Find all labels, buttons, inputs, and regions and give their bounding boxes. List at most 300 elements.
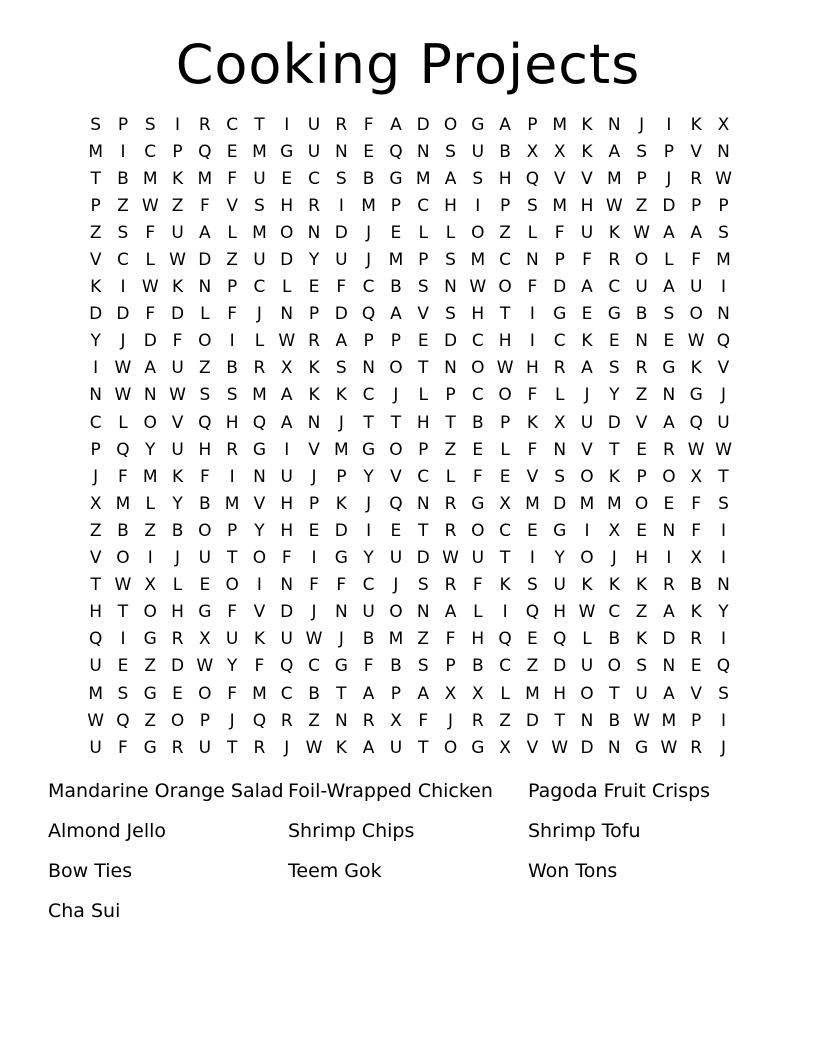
grid-letter[interactable]: M xyxy=(388,250,404,271)
grid-letter[interactable]: C xyxy=(417,195,430,216)
grid-letter[interactable]: E xyxy=(172,683,183,704)
grid-letter[interactable]: D xyxy=(553,656,567,677)
grid-letter[interactable]: L xyxy=(145,493,155,514)
grid-letter[interactable]: R xyxy=(662,439,675,460)
grid-letter[interactable]: W xyxy=(496,358,514,379)
grid-letter[interactable]: P xyxy=(718,195,729,216)
grid-letter[interactable]: E xyxy=(527,629,538,650)
grid-letter[interactable]: I xyxy=(529,304,535,325)
grid-letter[interactable]: D xyxy=(334,222,348,243)
grid-letter[interactable]: P xyxy=(691,710,702,731)
grid-letter[interactable]: U xyxy=(389,737,403,758)
grid-letter[interactable]: S xyxy=(636,141,647,162)
grid-letter[interactable]: B xyxy=(471,412,484,433)
grid-letter[interactable]: F xyxy=(554,222,565,243)
grid-letter[interactable]: M xyxy=(115,493,131,514)
grid-letter[interactable]: V xyxy=(581,168,593,189)
grid-letter[interactable]: G xyxy=(553,304,567,325)
grid-letter[interactable]: S xyxy=(417,656,429,677)
grid-letter[interactable]: I xyxy=(720,277,726,298)
grid-letter[interactable]: L xyxy=(227,222,237,243)
grid-letter[interactable]: E xyxy=(663,493,675,514)
grid-letter[interactable]: E xyxy=(636,520,647,541)
grid-letter[interactable]: I xyxy=(311,548,317,569)
grid-letter[interactable]: F xyxy=(445,629,456,650)
grid-letter[interactable]: I xyxy=(175,114,181,135)
grid-letter[interactable]: P xyxy=(199,710,210,731)
grid-letter[interactable]: N xyxy=(607,737,621,758)
grid-letter[interactable]: J xyxy=(720,737,726,758)
grid-letter[interactable]: I xyxy=(284,439,290,460)
grid-letter[interactable]: X xyxy=(717,114,730,135)
grid-letter[interactable]: T xyxy=(554,710,565,731)
grid-letter[interactable]: M xyxy=(579,493,595,514)
grid-letter[interactable]: R xyxy=(308,195,320,216)
grid-letter[interactable]: S xyxy=(663,304,675,325)
grid-letter[interactable]: U xyxy=(171,222,184,243)
grid-letter[interactable]: G xyxy=(334,656,348,677)
grid-letter[interactable]: P xyxy=(117,114,129,135)
grid-letter[interactable]: N xyxy=(662,520,676,541)
grid-letter[interactable]: E xyxy=(308,277,320,298)
grid-letter[interactable]: R xyxy=(362,710,375,731)
grid-letter[interactable]: B xyxy=(362,629,375,650)
grid-letter[interactable]: L xyxy=(281,277,292,298)
grid-letter[interactable]: K xyxy=(335,385,347,406)
grid-letter[interactable]: Z xyxy=(199,358,211,379)
grid-letter[interactable]: Z xyxy=(144,656,157,677)
grid-letter[interactable]: O xyxy=(580,548,594,569)
grid-letter[interactable]: U xyxy=(689,277,703,298)
grid-letter[interactable]: G xyxy=(389,168,403,189)
grid-letter[interactable]: R xyxy=(171,737,184,758)
grid-letter[interactable]: R xyxy=(608,250,621,271)
grid-letter[interactable]: K xyxy=(690,358,702,379)
grid-letter[interactable]: G xyxy=(662,358,676,379)
grid-letter[interactable]: U xyxy=(253,168,266,189)
grid-letter[interactable]: D xyxy=(443,331,458,352)
grid-letter[interactable]: Q xyxy=(716,331,731,352)
grid-letter[interactable]: F xyxy=(582,250,592,271)
grid-letter[interactable]: I xyxy=(284,114,290,135)
grid-letter[interactable]: S xyxy=(472,168,484,189)
grid-letter[interactable]: O xyxy=(389,358,403,379)
grid-letter[interactable]: D xyxy=(416,114,430,135)
grid-letter[interactable]: U xyxy=(580,656,594,677)
grid-letter[interactable]: Z xyxy=(89,222,102,243)
grid-letter[interactable]: U xyxy=(580,222,594,243)
grid-letter[interactable]: N xyxy=(198,277,212,298)
grid-letter[interactable]: R xyxy=(690,737,703,758)
grid-letter[interactable]: H xyxy=(498,331,512,352)
grid-letter[interactable]: C xyxy=(608,277,621,298)
grid-letter[interactable]: O xyxy=(662,466,676,487)
grid-letter[interactable]: O xyxy=(471,222,485,243)
grid-letter[interactable]: G xyxy=(252,439,267,460)
grid-letter[interactable]: K xyxy=(636,575,648,596)
grid-letter[interactable]: Z xyxy=(117,195,129,216)
grid-letter[interactable]: M xyxy=(361,195,376,216)
grid-letter[interactable]: J xyxy=(366,493,372,514)
grid-letter[interactable]: B xyxy=(690,575,703,596)
grid-letter[interactable]: T xyxy=(363,412,374,433)
grid-letter[interactable]: W xyxy=(551,737,569,758)
grid-letter[interactable]: V xyxy=(635,412,648,433)
grid-letter[interactable]: P xyxy=(445,385,456,406)
grid-letter[interactable]: J xyxy=(93,466,99,487)
grid-letter[interactable]: I xyxy=(584,520,590,541)
grid-letter[interactable]: N xyxy=(143,385,157,406)
grid-letter[interactable]: X xyxy=(690,548,702,569)
grid-letter[interactable]: F xyxy=(363,656,374,677)
grid-letter[interactable]: A xyxy=(663,277,675,298)
grid-letter[interactable]: V xyxy=(717,358,730,379)
grid-letter[interactable]: W xyxy=(687,439,705,460)
grid-letter[interactable]: Y xyxy=(363,466,374,487)
grid-letter[interactable]: C xyxy=(362,385,375,406)
grid-letter[interactable]: N xyxy=(362,358,375,379)
grid-letter[interactable]: V xyxy=(581,439,593,460)
grid-letter[interactable]: F xyxy=(527,439,538,460)
grid-letter[interactable]: E xyxy=(636,439,647,460)
grid-letter[interactable]: G xyxy=(634,737,649,758)
grid-letter[interactable]: T xyxy=(226,548,238,569)
grid-letter[interactable]: G xyxy=(280,141,294,162)
grid-letter[interactable]: H xyxy=(225,412,239,433)
grid-letter[interactable]: C xyxy=(89,412,102,433)
grid-letter[interactable]: W xyxy=(442,548,459,569)
grid-letter[interactable]: U xyxy=(89,656,102,677)
grid-letter[interactable]: D xyxy=(198,250,212,271)
grid-letter[interactable]: Q xyxy=(252,412,267,433)
grid-letter[interactable]: P xyxy=(418,439,429,460)
grid-letter[interactable]: V xyxy=(89,548,102,569)
grid-letter[interactable]: G xyxy=(471,737,485,758)
grid-letter[interactable]: P xyxy=(390,195,402,216)
grid-letter[interactable]: Z xyxy=(144,710,157,731)
grid-letter[interactable]: W xyxy=(305,629,323,650)
grid-letter[interactable]: W xyxy=(278,331,296,352)
grid-letter[interactable]: O xyxy=(280,222,294,243)
grid-letter[interactable]: E xyxy=(363,141,374,162)
grid-letter[interactable]: E xyxy=(663,331,675,352)
grid-letter[interactable]: J xyxy=(720,385,726,406)
grid-letter[interactable]: S xyxy=(417,277,429,298)
grid-letter[interactable]: D xyxy=(662,195,676,216)
grid-letter[interactable]: H xyxy=(280,195,294,216)
grid-letter[interactable]: A xyxy=(663,222,675,243)
grid-letter[interactable]: N xyxy=(334,602,348,623)
grid-letter[interactable]: W xyxy=(141,277,159,298)
grid-letter[interactable]: L xyxy=(527,222,538,243)
grid-letter[interactable]: N xyxy=(662,656,676,677)
grid-letter[interactable]: T xyxy=(418,737,429,758)
grid-letter[interactable]: E xyxy=(608,331,620,352)
grid-letter[interactable]: J xyxy=(311,602,317,623)
grid-letter[interactable]: U xyxy=(362,602,375,623)
grid-letter[interactable]: U xyxy=(171,439,184,460)
grid-letter[interactable]: O xyxy=(580,683,594,704)
grid-letter[interactable]: N xyxy=(307,222,321,243)
grid-letter[interactable]: F xyxy=(691,250,702,271)
grid-letter[interactable]: E xyxy=(281,168,293,189)
grid-letter[interactable]: Q xyxy=(498,629,512,650)
grid-letter[interactable]: Y xyxy=(172,493,183,514)
grid-letter[interactable]: U xyxy=(635,683,648,704)
grid-letter[interactable]: L xyxy=(500,439,510,460)
grid-letter[interactable]: T xyxy=(226,737,238,758)
grid-letter[interactable]: N xyxy=(89,385,102,406)
grid-letter[interactable]: P xyxy=(227,277,238,298)
grid-letter[interactable]: Q xyxy=(716,656,731,677)
grid-letter[interactable]: F xyxy=(309,575,319,596)
grid-letter[interactable]: D xyxy=(525,710,539,731)
grid-letter[interactable]: I xyxy=(502,602,508,623)
grid-letter[interactable]: O xyxy=(389,439,403,460)
grid-letter[interactable]: H xyxy=(471,629,485,650)
grid-letter[interactable]: Z xyxy=(526,656,539,677)
grid-letter[interactable]: M xyxy=(142,168,158,189)
grid-letter[interactable]: U xyxy=(280,466,293,487)
grid-letter[interactable]: X xyxy=(690,466,702,487)
grid-letter[interactable]: I xyxy=(720,629,726,650)
grid-letter[interactable]: T xyxy=(254,114,265,135)
grid-letter[interactable]: Q xyxy=(389,493,403,514)
grid-letter[interactable]: W xyxy=(660,737,678,758)
grid-letter[interactable]: O xyxy=(116,548,130,569)
grid-letter[interactable]: M xyxy=(606,493,622,514)
grid-letter[interactable]: F xyxy=(172,331,183,352)
grid-letter[interactable]: N xyxy=(717,575,730,596)
grid-letter[interactable]: D xyxy=(416,548,430,569)
grid-letter[interactable]: J xyxy=(120,331,126,352)
grid-letter[interactable]: K xyxy=(308,385,320,406)
grid-letter[interactable]: C xyxy=(253,277,266,298)
grid-letter[interactable]: F xyxy=(199,466,210,487)
grid-letter[interactable]: Z xyxy=(635,602,648,623)
grid-letter[interactable]: R xyxy=(308,331,320,352)
grid-letter[interactable]: J xyxy=(229,710,235,731)
grid-letter[interactable]: V xyxy=(690,683,702,704)
grid-letter[interactable]: N xyxy=(307,412,321,433)
grid-letter[interactable]: O xyxy=(634,250,649,271)
grid-letter[interactable]: L xyxy=(418,385,428,406)
grid-letter[interactable]: K xyxy=(90,277,102,298)
grid-letter[interactable]: Y xyxy=(226,656,238,677)
grid-letter[interactable]: W xyxy=(469,277,487,298)
grid-letter[interactable]: G xyxy=(553,520,567,541)
grid-letter[interactable]: K xyxy=(171,277,184,298)
grid-letter[interactable]: J xyxy=(366,222,372,243)
grid-letter[interactable]: G xyxy=(334,548,348,569)
grid-letter[interactable]: L xyxy=(118,412,128,433)
grid-letter[interactable]: R xyxy=(635,358,648,379)
grid-letter[interactable]: L xyxy=(254,331,265,352)
grid-letter[interactable]: F xyxy=(199,195,210,216)
grid-letter[interactable]: L xyxy=(445,466,456,487)
grid-letter[interactable]: E xyxy=(226,141,238,162)
grid-letter[interactable]: K xyxy=(581,114,593,135)
grid-letter[interactable]: Z xyxy=(226,250,238,271)
grid-letter[interactable]: E xyxy=(499,466,511,487)
grid-letter[interactable]: R xyxy=(690,629,703,650)
grid-letter[interactable]: V xyxy=(171,412,184,433)
grid-letter[interactable]: F xyxy=(472,466,483,487)
grid-letter[interactable]: S xyxy=(335,168,347,189)
grid-letter[interactable]: Z xyxy=(499,222,511,243)
grid-letter[interactable]: J xyxy=(311,466,317,487)
grid-letter[interactable]: W xyxy=(141,195,159,216)
grid-letter[interactable]: O xyxy=(143,412,157,433)
grid-letter[interactable]: F xyxy=(227,304,238,325)
grid-letter[interactable]: N xyxy=(334,710,348,731)
grid-letter[interactable]: T xyxy=(418,520,429,541)
grid-letter[interactable]: I xyxy=(720,548,726,569)
grid-letter[interactable]: D xyxy=(580,737,594,758)
grid-letter[interactable]: S xyxy=(718,683,729,704)
grid-letter[interactable]: X xyxy=(526,141,539,162)
grid-letter[interactable]: U xyxy=(198,737,212,758)
grid-letter[interactable]: I xyxy=(338,195,344,216)
grid-letter[interactable]: K xyxy=(308,358,320,379)
grid-letter[interactable]: T xyxy=(609,439,620,460)
grid-letter[interactable]: D xyxy=(280,250,294,271)
grid-letter[interactable]: X xyxy=(280,358,293,379)
grid-letter[interactable]: F xyxy=(363,114,374,135)
grid-letter[interactable]: B xyxy=(471,656,484,677)
grid-letter[interactable]: S xyxy=(445,141,456,162)
grid-letter[interactable]: N xyxy=(717,304,730,325)
grid-letter[interactable]: O xyxy=(607,656,621,677)
grid-letter[interactable]: A xyxy=(444,602,457,623)
grid-letter[interactable]: O xyxy=(471,358,485,379)
grid-letter[interactable]: L xyxy=(145,250,155,271)
grid-letter[interactable]: B xyxy=(362,168,375,189)
grid-letter[interactable]: S xyxy=(718,493,729,514)
grid-letter[interactable]: Q xyxy=(116,710,130,731)
grid-letter[interactable]: U xyxy=(553,575,566,596)
grid-letter[interactable]: Y xyxy=(254,520,265,541)
grid-letter[interactable]: R xyxy=(662,575,675,596)
grid-letter[interactable]: O xyxy=(634,493,649,514)
grid-letter[interactable]: S xyxy=(527,195,538,216)
grid-letter[interactable]: B xyxy=(499,141,511,162)
grid-letter[interactable]: B xyxy=(199,493,211,514)
grid-letter[interactable]: R xyxy=(253,737,266,758)
grid-letter[interactable]: J xyxy=(284,737,290,758)
grid-letter[interactable]: D xyxy=(116,304,130,325)
grid-letter[interactable]: T xyxy=(609,683,620,704)
grid-letter[interactable]: H xyxy=(416,412,430,433)
grid-letter[interactable]: I xyxy=(93,358,99,379)
grid-letter[interactable]: O xyxy=(443,114,458,135)
grid-letter[interactable]: A xyxy=(608,141,621,162)
grid-letter[interactable]: A xyxy=(390,304,402,325)
grid-letter[interactable]: D xyxy=(553,277,567,298)
grid-letter[interactable]: M xyxy=(197,168,213,189)
grid-letter[interactable]: Q xyxy=(252,710,267,731)
grid-letter[interactable]: W xyxy=(114,358,132,379)
grid-letter[interactable]: N xyxy=(416,141,430,162)
grid-letter[interactable]: P xyxy=(636,466,647,487)
grid-letter[interactable]: O xyxy=(198,520,212,541)
grid-letter[interactable]: F xyxy=(418,710,429,731)
grid-letter[interactable]: C xyxy=(553,331,566,352)
grid-letter[interactable]: U xyxy=(171,358,184,379)
grid-letter[interactable]: B xyxy=(390,277,402,298)
grid-letter[interactable]: G xyxy=(143,629,157,650)
grid-letter[interactable]: U xyxy=(225,629,239,650)
grid-letter[interactable]: R xyxy=(253,358,266,379)
grid-letter[interactable]: B xyxy=(635,304,648,325)
grid-letter[interactable]: H xyxy=(526,358,539,379)
grid-letter[interactable]: Z xyxy=(635,385,648,406)
grid-letter[interactable]: I xyxy=(229,331,235,352)
grid-letter[interactable]: I xyxy=(666,548,672,569)
grid-letter[interactable]: O xyxy=(389,602,403,623)
grid-letter[interactable]: E xyxy=(308,520,320,541)
grid-letter[interactable]: H xyxy=(580,195,594,216)
grid-letter[interactable]: U xyxy=(280,629,293,650)
grid-letter[interactable]: N xyxy=(662,385,676,406)
grid-letter[interactable]: M xyxy=(88,683,103,704)
grid-letter[interactable]: U xyxy=(307,114,321,135)
grid-letter[interactable]: F xyxy=(118,466,128,487)
grid-letter[interactable]: T xyxy=(418,358,429,379)
grid-letter[interactable]: A xyxy=(663,683,675,704)
grid-letter[interactable]: Q xyxy=(198,412,212,433)
grid-letter[interactable]: F xyxy=(281,548,292,569)
grid-letter[interactable]: T xyxy=(117,602,129,623)
grid-letter[interactable]: B xyxy=(308,683,320,704)
grid-letter[interactable]: L xyxy=(473,602,483,623)
grid-letter[interactable]: D xyxy=(553,493,567,514)
grid-letter[interactable]: Q xyxy=(525,168,540,189)
grid-letter[interactable]: F xyxy=(691,493,702,514)
grid-letter[interactable]: Y xyxy=(554,548,565,569)
grid-letter[interactable]: P xyxy=(308,304,320,325)
grid-letter[interactable]: A xyxy=(581,277,593,298)
grid-letter[interactable]: J xyxy=(175,548,181,569)
grid-letter[interactable]: C xyxy=(362,277,375,298)
grid-letter[interactable]: N xyxy=(416,493,430,514)
grid-letter[interactable]: C xyxy=(471,385,484,406)
grid-letter[interactable]: O xyxy=(471,520,485,541)
grid-letter[interactable]: L xyxy=(172,575,183,596)
grid-letter[interactable]: X xyxy=(553,141,566,162)
grid-letter[interactable]: W xyxy=(715,439,732,460)
grid-letter[interactable]: M xyxy=(716,250,731,271)
grid-letter[interactable]: E xyxy=(390,222,402,243)
grid-letter[interactable]: V xyxy=(690,141,702,162)
grid-letter[interactable]: I xyxy=(229,466,235,487)
grid-letter[interactable]: X xyxy=(390,710,402,731)
grid-letter[interactable]: S xyxy=(445,250,456,271)
grid-letter[interactable]: P xyxy=(554,250,565,271)
grid-letter[interactable]: H xyxy=(171,602,184,623)
grid-letter[interactable]: D xyxy=(607,412,621,433)
grid-letter[interactable]: M xyxy=(525,493,540,514)
grid-letter[interactable]: I xyxy=(256,575,262,596)
grid-letter[interactable]: S xyxy=(718,222,729,243)
grid-letter[interactable]: K xyxy=(171,168,184,189)
grid-letter[interactable]: N xyxy=(607,114,621,135)
grid-letter[interactable]: L xyxy=(664,250,674,271)
grid-letter[interactable]: Q xyxy=(280,656,294,677)
grid-letter[interactable]: D xyxy=(143,331,157,352)
grid-letter[interactable]: I xyxy=(666,114,672,135)
grid-letter[interactable]: Z xyxy=(144,520,157,541)
